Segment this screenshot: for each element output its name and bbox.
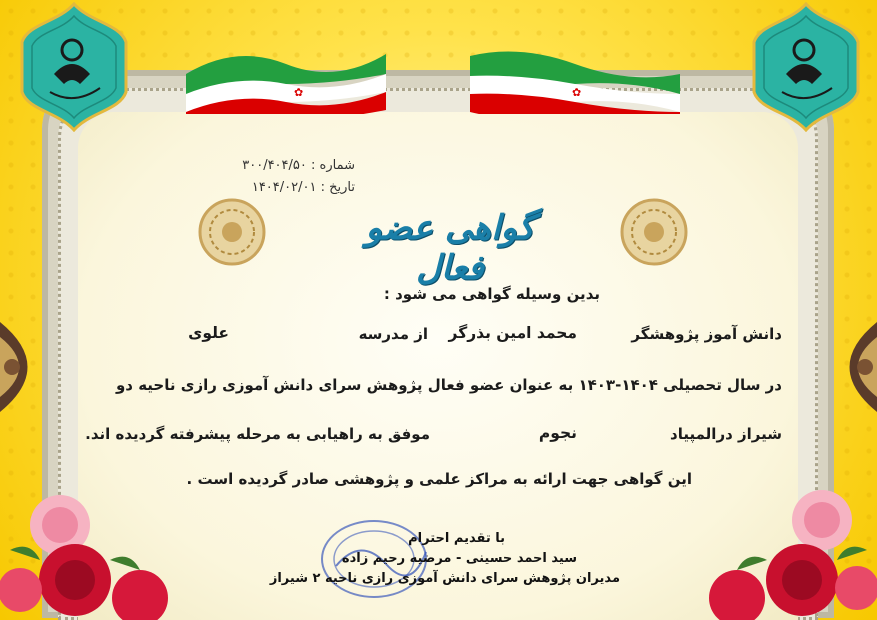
svg-text:✿: ✿ bbox=[572, 86, 582, 99]
certificate-number bbox=[205, 158, 355, 173]
achievement-line: موفق به راهیابی به مرحله پیشرفته گردیده اند. bbox=[85, 425, 430, 443]
iran-flag-icon bbox=[186, 34, 386, 114]
number-label: شماره : bbox=[311, 158, 355, 173]
certificate-date bbox=[205, 180, 355, 195]
school-label: از مدرسه bbox=[358, 325, 428, 343]
emblem-left bbox=[20, 2, 128, 132]
pen-nib-logo-icon bbox=[20, 2, 128, 132]
issuance-line: این گواهی جهت ارائه به مراکز علمی و پژوهشی صادر گردیده است . bbox=[186, 470, 692, 488]
date-label: تاریخ : bbox=[320, 180, 355, 195]
roses-left-icon bbox=[0, 470, 170, 620]
intro-line: بدین وسیله گواهی می شود : bbox=[383, 285, 600, 303]
svg-text:✿: ✿ bbox=[294, 86, 304, 99]
olympiad-label: شیراز درالمپیاد bbox=[670, 425, 782, 443]
number-value: ۳۰۰/۴۰۴/۵۰ bbox=[242, 158, 307, 173]
student-label: دانش آموز پژوهشگر bbox=[631, 325, 782, 343]
emblem-right bbox=[752, 2, 860, 132]
olympiad-name: نجوم bbox=[538, 424, 577, 442]
pen-nib-logo-icon bbox=[752, 2, 860, 132]
medallion-icon bbox=[618, 196, 690, 268]
iran-flag-icon bbox=[470, 34, 680, 114]
medallion-icon bbox=[196, 196, 268, 268]
roses-right-icon bbox=[707, 470, 877, 620]
membership-line: در سال تحصیلی ۱۴۰۴-۱۴۰۳ به عنوان عضو فعال پژوهش سرای دانش آموزی رازی ناحیه دو bbox=[115, 376, 782, 394]
signers-names: سید احمد حسینی - مرضیه رحیم زاده bbox=[341, 551, 577, 566]
certificate-title: گواهی عضو فعال bbox=[365, 208, 535, 288]
student-name: محمد امین بذرگر bbox=[448, 324, 577, 342]
closing-text: با تقدیم احترام bbox=[408, 531, 505, 546]
date-value: ۱۴۰۴/۰۲/۰۱ bbox=[251, 180, 317, 195]
signers-title: مدیران پژوهش سرای دانش آموزی رازی ناحیه ۲ شیراز bbox=[269, 571, 620, 586]
school-name: علوی bbox=[188, 324, 229, 342]
